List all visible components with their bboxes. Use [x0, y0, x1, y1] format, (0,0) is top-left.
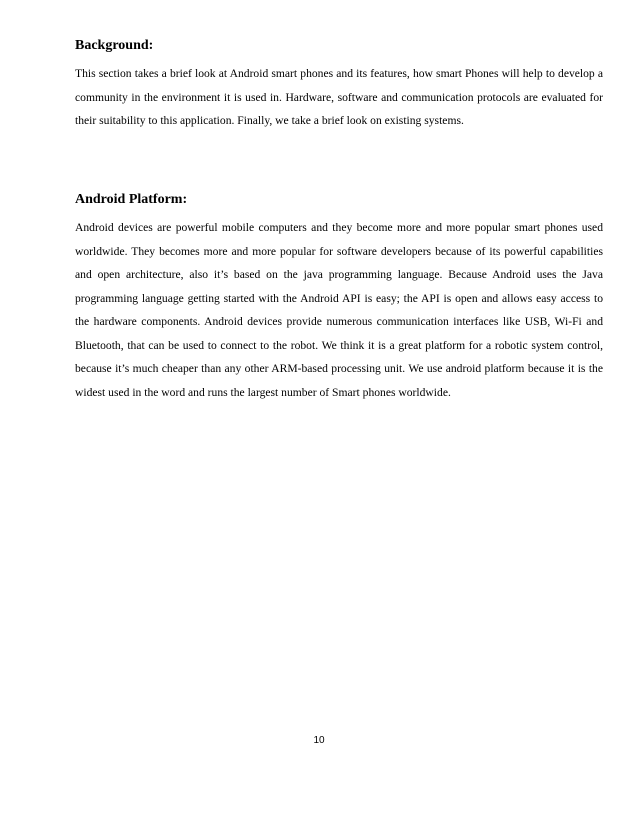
android-platform-paragraph: Android devices are powerful mobile computers and they become more and more popular smart phones used worldwide. They becomes more and more popular for software developers because of its powerful capabilities and open architecture, also it’s based on the java programming language. Because Android uses the Java programming language getting started with the Android API is easy; the API is open and allows easy access to the hardware components. Android devices provide numerous communication interfaces like USB, Wi-Fi and Bluetooth, that can be used to connect to the robot. We think it is a great platform for a robotic system control, because it’s much cheaper than any other ARM-based processing unit. We use android platform because it is the widest used in the word and runs the largest number of Smart phones worldwide. — [75, 221, 603, 399]
background-paragraph: This section takes a brief look at Android smart phones and its features, how smart Phones will help to develop a community in the environment it is used in. Hardware, software and communication protocols are evaluated for their suitability to this application. Finally, we take a brief look on existing systems. — [75, 67, 603, 127]
background-heading: Background: — [75, 38, 154, 53]
page-number: 10 — [313, 735, 325, 746]
android-platform-heading: Android Platform: — [75, 192, 188, 207]
